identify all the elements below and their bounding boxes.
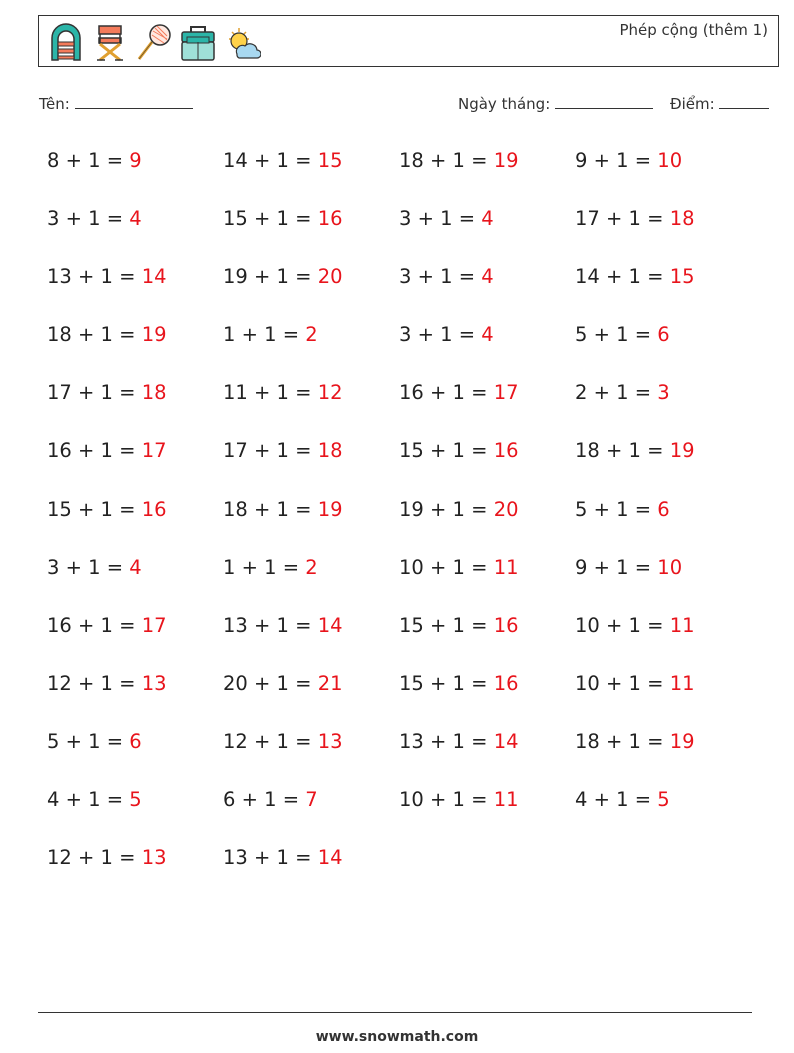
problem-item [47,433,223,491]
problem-item [575,201,751,259]
problem-item [47,724,223,782]
problem-item [223,201,399,259]
problem-item [575,724,751,782]
problem-question: 12 + 1 = [47,846,142,870]
problem-item [47,201,223,259]
sun-cloud-icon [223,22,261,62]
problem-question: 3 + 1 = [47,555,130,579]
problem-answer: 17 [141,439,167,463]
problem-question: 20 + 1 = [223,671,318,695]
problem-question: 13 + 1 = [399,729,494,753]
problem-item [223,433,399,491]
score-field [670,94,769,113]
problem-item [399,143,575,201]
problem-answer: 4 [481,323,494,347]
problem-answer: 16 [493,613,519,637]
problem-answer: 6 [657,323,670,347]
problem-question: 3 + 1 = [399,207,482,231]
problem-item [399,433,575,491]
problem-answer: 19 [669,729,695,753]
problem-item [223,317,399,375]
icon-strip [47,20,261,64]
problem-item [223,492,399,550]
problem-answer: 10 [657,555,683,579]
inflatable-boat-icon [47,22,85,62]
problem-item [47,375,223,433]
problem-question: 18 + 1 = [47,323,142,347]
name-label: Tên: [39,95,70,113]
problem-answer: 11 [669,613,695,637]
problem-answer: 20 [317,265,343,289]
date-blank[interactable] [555,94,653,109]
problem-question: 3 + 1 = [399,323,482,347]
problem-answer: 6 [657,497,670,521]
problem-question: 13 + 1 = [223,846,318,870]
problem-item [399,550,575,608]
problem-item [223,259,399,317]
problem-answer: 14 [493,729,519,753]
problem-question: 18 + 1 = [399,149,494,172]
problem-item [223,666,399,724]
problem-answer: 13 [317,729,343,753]
problem-answer: 2 [305,323,318,347]
problem-question: 19 + 1 = [399,497,494,521]
problem-item [47,550,223,608]
problem-answer: 21 [317,671,343,695]
problem-item [575,143,751,201]
problem-question: 15 + 1 = [223,207,318,231]
score-blank[interactable] [719,94,769,109]
problem-answer: 13 [141,846,167,870]
problem-answer: 4 [481,265,494,289]
problem-question: 9 + 1 = [575,149,658,172]
problem-item [399,492,575,550]
problem-question: 3 + 1 = [47,207,130,231]
problem-item [47,666,223,724]
problem-item [399,201,575,259]
problem-item [575,492,751,550]
problem-answer: 16 [493,439,519,463]
problem-question: 10 + 1 = [399,555,494,579]
problem-question: 16 + 1 = [47,439,142,463]
problem-question: 8 + 1 = [47,149,130,172]
problem-answer: 18 [141,381,167,405]
problem-answer: 14 [141,265,167,289]
problem-answer: 19 [493,149,519,172]
problem-question: 18 + 1 = [223,497,318,521]
problem-answer: 14 [317,846,343,870]
problem-answer: 14 [317,613,343,637]
problem-item [399,666,575,724]
problem-item [399,375,575,433]
problem-answer: 15 [317,149,343,172]
problem-item [575,550,751,608]
cooler-box-icon [179,22,217,62]
problem-answer: 4 [129,555,142,579]
problem-answer: 16 [317,207,343,231]
problem-grid [47,143,767,898]
problem-question: 1 + 1 = [223,555,306,579]
date-label: Ngày tháng: [458,95,551,113]
problem-item [399,782,575,840]
problem-question: 10 + 1 = [575,671,670,695]
problem-item [399,608,575,666]
problem-answer: 11 [493,788,519,812]
problem-answer: 19 [669,439,695,463]
problem-answer: 2 [305,555,318,579]
problem-answer: 19 [317,497,343,521]
problem-question: 10 + 1 = [399,788,494,812]
problem-answer: 16 [141,497,167,521]
problem-question: 17 + 1 = [575,207,670,231]
problem-item [575,317,751,375]
problem-question: 3 + 1 = [399,265,482,289]
problem-question: 2 + 1 = [575,381,658,405]
problem-answer: 19 [141,323,167,347]
problem-answer: 17 [141,613,167,637]
header-box [38,15,779,67]
problem-answer: 11 [493,555,519,579]
problem-answer: 18 [317,439,343,463]
problem-item [47,259,223,317]
problem-item [223,608,399,666]
footer-url: www.snowmath.com [315,1029,479,1045]
problem-question: 5 + 1 = [47,729,130,753]
date-field [458,94,653,113]
problem-question: 13 + 1 = [223,613,318,637]
problem-item [575,666,751,724]
name-blank[interactable] [75,94,193,109]
page-title: Phép cộng (thêm 1) [619,21,768,39]
problem-item [223,840,399,898]
problem-item [399,317,575,375]
problem-question: 1 + 1 = [223,323,306,347]
problem-item [47,782,223,840]
problem-question: 17 + 1 = [223,439,318,463]
problem-item [223,143,399,201]
problem-item [575,782,751,840]
problem-item [47,492,223,550]
problem-answer: 10 [657,149,683,172]
problem-item [575,608,751,666]
problem-question: 6 + 1 = [223,788,306,812]
problem-answer: 4 [129,207,142,231]
problem-answer: 3 [657,381,670,405]
problem-question: 4 + 1 = [575,788,658,812]
problem-question: 19 + 1 = [223,265,318,289]
problem-answer: 5 [657,788,670,812]
problem-question: 10 + 1 = [575,613,670,637]
problem-item [47,317,223,375]
problem-question: 16 + 1 = [47,613,142,637]
problem-question: 15 + 1 = [399,613,494,637]
problem-item [575,433,751,491]
problem-item [223,782,399,840]
problem-answer: 15 [669,265,695,289]
problem-answer: 13 [141,671,167,695]
problem-question: 18 + 1 = [575,439,670,463]
problem-answer: 12 [317,381,343,405]
problem-question: 15 + 1 = [47,497,142,521]
problem-question: 18 + 1 = [575,729,670,753]
footer-divider [38,1012,752,1013]
problem-question: 9 + 1 = [575,555,658,579]
score-label: Điểm: [670,95,715,113]
problem-question: 11 + 1 = [223,381,318,405]
problem-question: 17 + 1 = [47,381,142,405]
problem-question: 15 + 1 = [399,671,494,695]
problem-question: 14 + 1 = [223,149,318,172]
problem-item [223,724,399,782]
problem-answer: 17 [493,381,519,405]
problem-item [399,259,575,317]
problem-question: 12 + 1 = [223,729,318,753]
problem-question: 5 + 1 = [575,323,658,347]
problem-answer: 7 [305,788,318,812]
problem-answer: 11 [669,671,695,695]
problem-answer: 18 [669,207,695,231]
problem-question: 4 + 1 = [47,788,130,812]
problem-item [47,840,223,898]
problem-item [399,724,575,782]
problem-question: 16 + 1 = [399,381,494,405]
problem-answer: 5 [129,788,142,812]
problem-answer: 4 [481,207,494,231]
problem-answer: 6 [129,729,142,753]
problem-answer: 16 [493,671,519,695]
problem-answer: 9 [129,149,142,172]
problem-item [223,550,399,608]
problem-item [575,259,751,317]
name-field [39,94,193,113]
director-chair-icon [91,22,129,62]
problem-item [47,608,223,666]
problem-question: 5 + 1 = [575,497,658,521]
problem-question: 14 + 1 = [575,265,670,289]
problem-item [575,375,751,433]
butterfly-net-icon [135,22,173,62]
problem-question: 15 + 1 = [399,439,494,463]
problem-item [47,143,223,201]
problem-item [223,375,399,433]
problem-answer: 20 [493,497,519,521]
problem-question: 13 + 1 = [47,265,142,289]
problem-question: 12 + 1 = [47,671,142,695]
